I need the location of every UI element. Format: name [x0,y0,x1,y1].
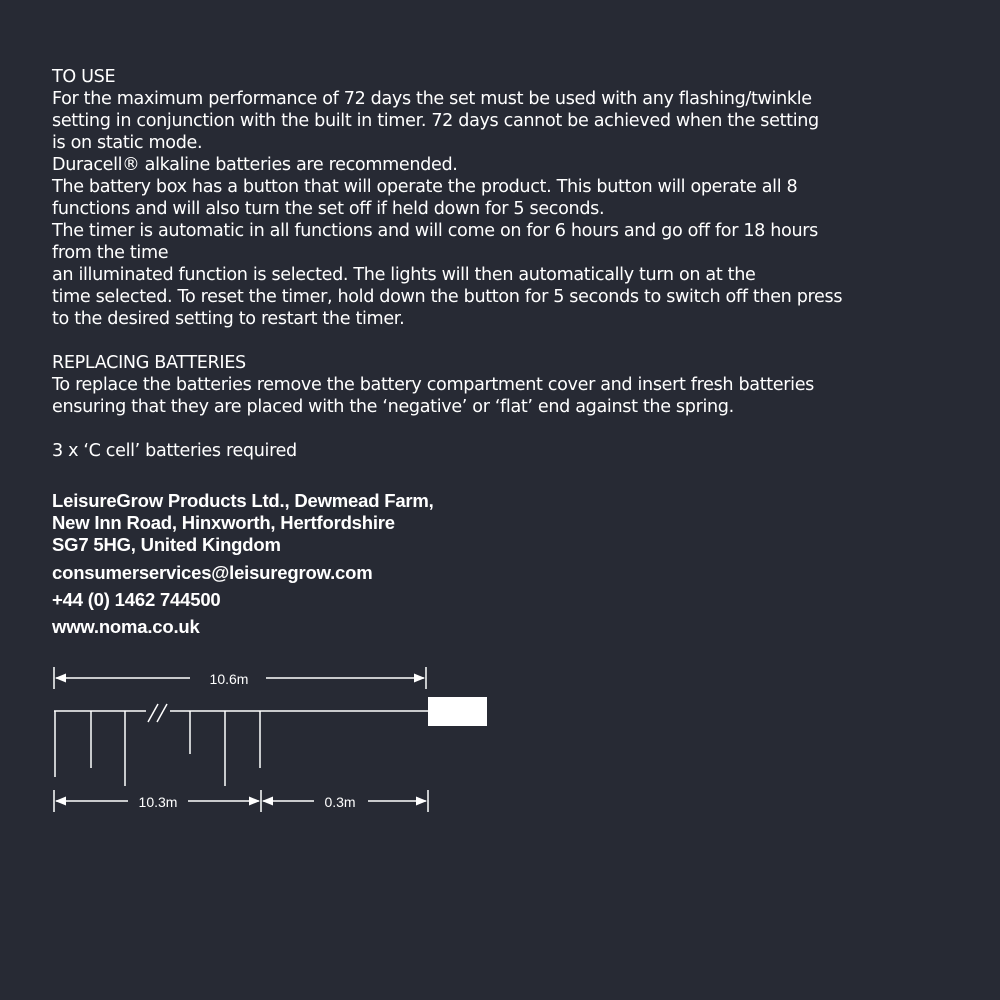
address-line: LeisureGrow Products Ltd., Dewmead Farm, [52,490,434,511]
contact-website: www.noma.co.uk [52,616,200,637]
to-use-line: setting in conjunction with the built in timer. 72 days cannot be achieved when the setting [52,111,819,131]
total-length-label: 10.6m [209,671,249,687]
arrowhead-right [249,797,260,806]
lead-length-label: 0.3m [324,794,356,810]
arrowhead-left [55,797,66,806]
to-use-heading: TO USE [52,67,116,87]
to-use-line: to the desired setting to restart the timer. [52,309,405,329]
batteries-required: 3 x ‘C cell’ batteries required [52,441,297,461]
to-use-line: Duracell® alkaline batteries are recommended. [52,155,458,175]
to-use-line: The battery box has a button that will operate the product. This button will operate all 8 [52,177,798,197]
wire-break-mark [157,704,167,722]
lit-length-label: 10.3m [138,794,178,810]
to-use-line: from the time [52,243,169,263]
to-use-line: an illuminated function is selected. The lights will then automatically turn on at the [52,265,756,285]
arrowhead-left [55,674,66,683]
wire-break-mark [148,704,158,722]
contact-phone: +44 (0) 1462 744500 [52,589,221,610]
replacing-heading: REPLACING BATTERIES [52,353,246,373]
to-use-line: is on static mode. [52,133,203,153]
contact-email: consumerservices@leisuregrow.com [52,562,373,583]
to-use-line: The timer is automatic in all functions and will come on for 6 hours and go off for 18 hours [52,221,818,241]
address-line: New Inn Road, Hinxworth, Hertfordshire [52,512,395,533]
replacing-line: To replace the batteries remove the battery compartment cover and insert fresh batteries [52,375,814,395]
to-use-line: time selected. To reset the timer, hold down the button for 5 seconds to switch off then press [52,287,843,307]
arrowhead-right [414,674,425,683]
arrowhead-right [416,797,427,806]
replacing-line: ensuring that they are placed with the ‘negative’ or ‘flat’ end against the spring. [52,397,734,417]
arrowhead-left [262,797,273,806]
to-use-line: For the maximum performance of 72 days the set must be used with any flashing/twinkle [52,89,812,109]
to-use-line: functions and will also turn the set off if held down for 5 seconds. [52,199,605,219]
address-line: SG7 5HG, United Kingdom [52,534,281,555]
battery-box [428,697,487,726]
